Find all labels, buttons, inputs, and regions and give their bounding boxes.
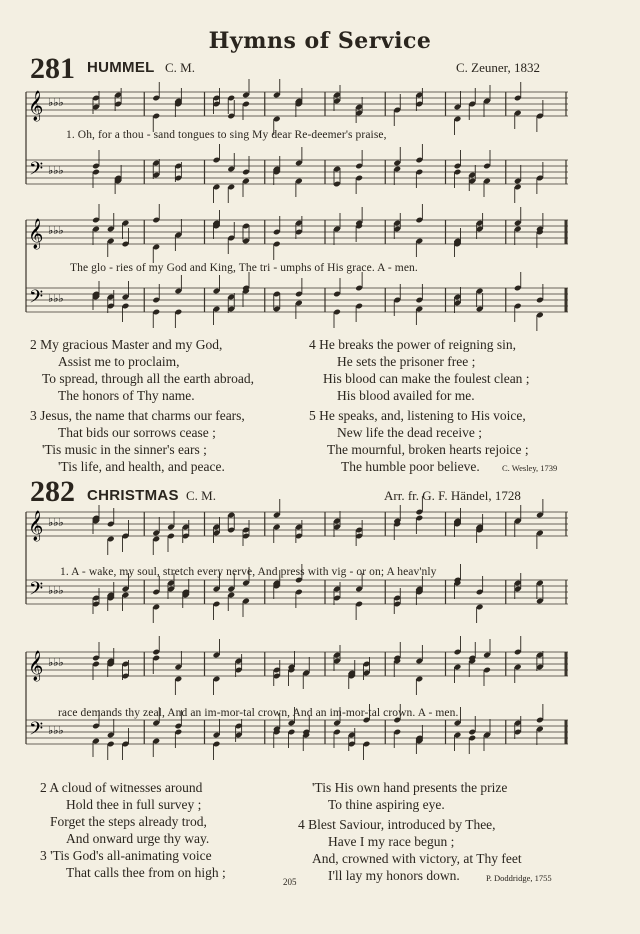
key-signature: ♭♭♭: [48, 292, 64, 305]
hymn-number: 281: [30, 52, 75, 85]
author-credit: P. Doddridge, 1755: [486, 873, 552, 883]
verse-line: Assist me to proclaim,: [58, 354, 180, 369]
tune-name: HUMMEL: [87, 59, 155, 76]
page-heading: Hymns of Service: [208, 28, 432, 54]
verse-line: The humble poor believe.: [341, 459, 480, 474]
verse-line: Have I my race begun ;: [328, 834, 455, 849]
verse-line: The mournful, broken hearts rejoice ;: [327, 442, 529, 457]
verse-line: His blood availed for me.: [337, 388, 475, 403]
verse-line: Hold thee in full survey ;: [66, 797, 202, 812]
verse-line: 4 He breaks the power of reigning sin,: [309, 337, 516, 352]
verse-line: I'll lay my honors down.: [328, 868, 460, 883]
verse-line: 4 Blest Saviour, introduced by Thee,: [298, 817, 496, 832]
verse-block: [40, 779, 226, 881]
verse-line: 'Tis music in the sinner's ears ;: [42, 442, 207, 457]
key-signature: ♭♭♭: [48, 584, 64, 597]
verse-line: 3 'Tis God's all-animating voice: [40, 848, 212, 863]
verse-line: The honors of Thy name.: [58, 388, 195, 403]
verse-line: 'Tis life, and health, and peace.: [58, 459, 225, 474]
verse-line: And onward urge thy way.: [66, 831, 210, 846]
treble-clef: 𝄞: [28, 91, 44, 121]
page-number: 205: [283, 877, 297, 887]
lyric-line: race demands thy zeal, And an im-mor-tal crown, And an im-mor-tal crown. A - men.: [58, 707, 459, 719]
verse-line: To spread, through all the earth abroad,: [42, 371, 254, 386]
key-signature: ♭♭♭: [48, 224, 64, 237]
key-signature: ♭♭♭: [48, 516, 64, 529]
lyric-line: The glo - ries of my God and King, The tri - umphs of His grace. A - men.: [70, 262, 418, 274]
bass-clef: 𝄢: [29, 287, 44, 312]
verse-line: Forget the steps already trod,: [50, 814, 207, 829]
meter: C. M.: [165, 60, 195, 75]
bass-clef: 𝄢: [29, 719, 44, 744]
tune-name: CHRISTMAS: [87, 487, 179, 504]
verse-line: His blood can make the foulest clean ;: [323, 371, 530, 386]
composer: Arr. fr. G. F. Händel, 1728: [384, 488, 521, 503]
key-signature: ♭♭♭: [48, 164, 64, 177]
lyric-line: 1. Oh, for a thou - sand tongues to sing My dear Re-deemer's praise,: [66, 129, 387, 141]
treble-clef: 𝄞: [28, 651, 44, 681]
verse-block: [298, 779, 522, 884]
author-credit: C. Wesley, 1739: [502, 463, 558, 473]
composer: C. Zeuner, 1832: [456, 60, 540, 75]
verse-line: 5 He speaks, and, listening to His voice,: [309, 408, 526, 423]
key-signature: ♭♭♭: [48, 656, 64, 669]
verse-line: 3 Jesus, the name that charms our fears,: [30, 408, 245, 423]
lyric-line: 1. A - wake, my soul, stretch every nerve, And press with vig - or on; A heav'nly: [60, 566, 437, 578]
music-system: [26, 214, 568, 344]
bass-clef: 𝄢: [29, 159, 44, 184]
treble-clef: 𝄞: [28, 511, 44, 541]
treble-clef: 𝄞: [28, 219, 44, 249]
verse-line: 2 My gracious Master and my God,: [30, 337, 223, 352]
verse-line: And, crowned with victory, at Thy feet: [312, 851, 522, 866]
verse-line: 2 A cloud of witnesses around: [40, 780, 203, 795]
verse-line: 'Tis His own hand presents the prize: [312, 780, 508, 795]
meter: C. M.: [186, 488, 216, 503]
verse-block: [309, 336, 530, 475]
verse-line: That bids our sorrows cease ;: [58, 425, 216, 440]
hymn-number: 282: [30, 475, 75, 508]
key-signature: ♭♭♭: [48, 96, 64, 109]
bass-clef: 𝄢: [29, 579, 44, 604]
verse-line: He sets the prisoner free ;: [337, 354, 476, 369]
verse-line: To thine aspiring eye.: [328, 797, 445, 812]
music-system: [26, 86, 568, 216]
verse-block: [30, 336, 254, 475]
verse-line: That calls thee from on high ;: [66, 865, 226, 880]
key-signature: ♭♭♭: [48, 724, 64, 737]
verse-line: New life the dead receive ;: [337, 425, 483, 440]
